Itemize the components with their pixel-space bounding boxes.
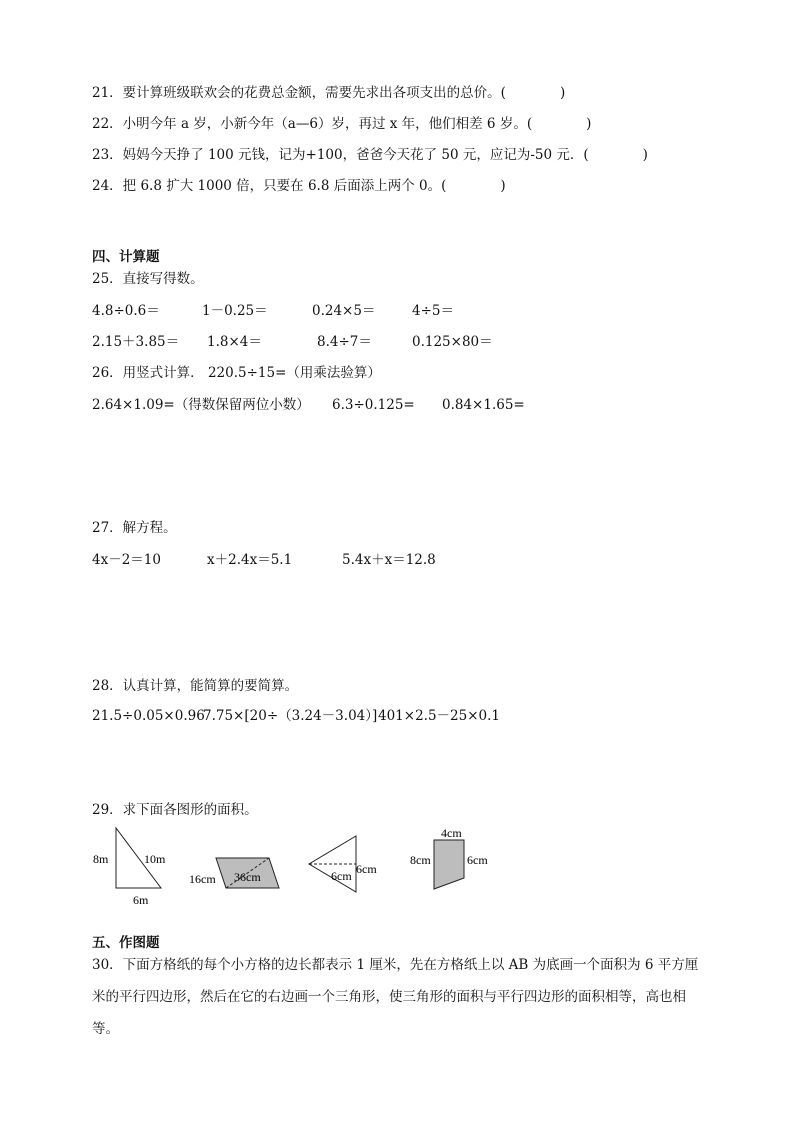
q26-item: 0.84×1.65= — [442, 397, 525, 413]
right-triangle-figure — [93, 828, 166, 907]
q28-item: 21.5÷0.05×0.96 — [92, 708, 205, 724]
q25-item: 8.4÷7＝ — [317, 334, 372, 350]
q26-item: 2.64×1.09=（得数保留两位小数） — [92, 397, 310, 413]
trapezoid-figure — [410, 826, 488, 889]
q25-item: 0.125×80＝ — [412, 334, 493, 350]
q27-item: 4x－2＝10 — [92, 552, 161, 568]
question-29-prompt: 29．求下面各图形的面积。 — [92, 802, 258, 818]
q25-item: 1－0.25＝ — [202, 303, 268, 319]
question-21: 21．要计算班级联欢会的花费总金额，需要先求出各项支出的总价。( ) — [92, 85, 566, 101]
q27-item: x＋2.4x＝5.1 — [207, 552, 293, 568]
trapezoid-top-label: 4cm — [441, 826, 462, 840]
triangle2-base-label: 6cm — [356, 862, 377, 876]
question-30-text: 30．下面方格纸的每个小方格的边长都表示 1 厘米，先在方格纸上以 AB 为底画一个面积为 6 平方厘米的平行四边形，然后在它的右边画一个三角形，使三角形的面积与平行四边形的面积相等，高也相等。 — [92, 957, 699, 1037]
question-22: 22．小明今年 a 岁，小新今年（a—6）岁，再过 x 年，他们相差 6 岁。( ) — [92, 116, 592, 132]
triangle1-bottom-label: 6m — [133, 893, 149, 907]
q29-figures — [0, 822, 794, 912]
section-title-drawing: 五、作图题 — [92, 935, 160, 951]
parallelogram-height-label: 36cm — [234, 870, 261, 884]
q28-item: 7.75×[20÷（3.24－3.04）] — [203, 708, 378, 724]
q28-item: 401×2.5－25×0.1 — [378, 708, 501, 724]
q25-item: 2.15＋3.85＝ — [92, 334, 180, 350]
q25-item: 4÷5＝ — [412, 303, 454, 319]
trapezoid-left-label: 8cm — [410, 853, 431, 867]
question-24: 24．把 6.8 扩大 1000 倍，只要在 6.8 后面添上两个 0。( ) — [92, 178, 506, 194]
triangle2-height-label: 6cm — [331, 869, 352, 883]
section-title-calculation: 四、计算题 — [92, 249, 160, 265]
q26-item: 6.3÷0.125= — [332, 397, 415, 413]
trapezoid-right-label: 6cm — [467, 853, 488, 867]
q25-item: 1.8×4＝ — [207, 334, 262, 350]
q25-item: 0.24×5＝ — [312, 303, 376, 319]
question-23: 23．妈妈今天挣了 100 元钱，记为+100，爸爸今天花了 50 元，应记为-50 元．( ) — [92, 147, 648, 163]
triangle1-left-label: 8m — [93, 852, 109, 866]
triangle-with-height-figure — [309, 836, 377, 892]
question-27-prompt: 27．解方程。 — [92, 520, 177, 536]
triangle1-hyp-label: 10m — [144, 852, 166, 866]
question-28-prompt: 28．认真计算，能简算的要简算。 — [92, 678, 299, 694]
parallelogram-figure — [189, 858, 279, 888]
parallelogram-side-label: 16cm — [189, 872, 216, 886]
question-26-prompt: 26．用竖式计算． 220.5÷15=（用乘法验算） — [92, 365, 381, 381]
question-25-prompt: 25．直接写得数。 — [92, 271, 204, 287]
q27-item: 5.4x＋x＝12.8 — [342, 552, 436, 568]
q25-item: 4.8÷0.6＝ — [92, 303, 160, 319]
